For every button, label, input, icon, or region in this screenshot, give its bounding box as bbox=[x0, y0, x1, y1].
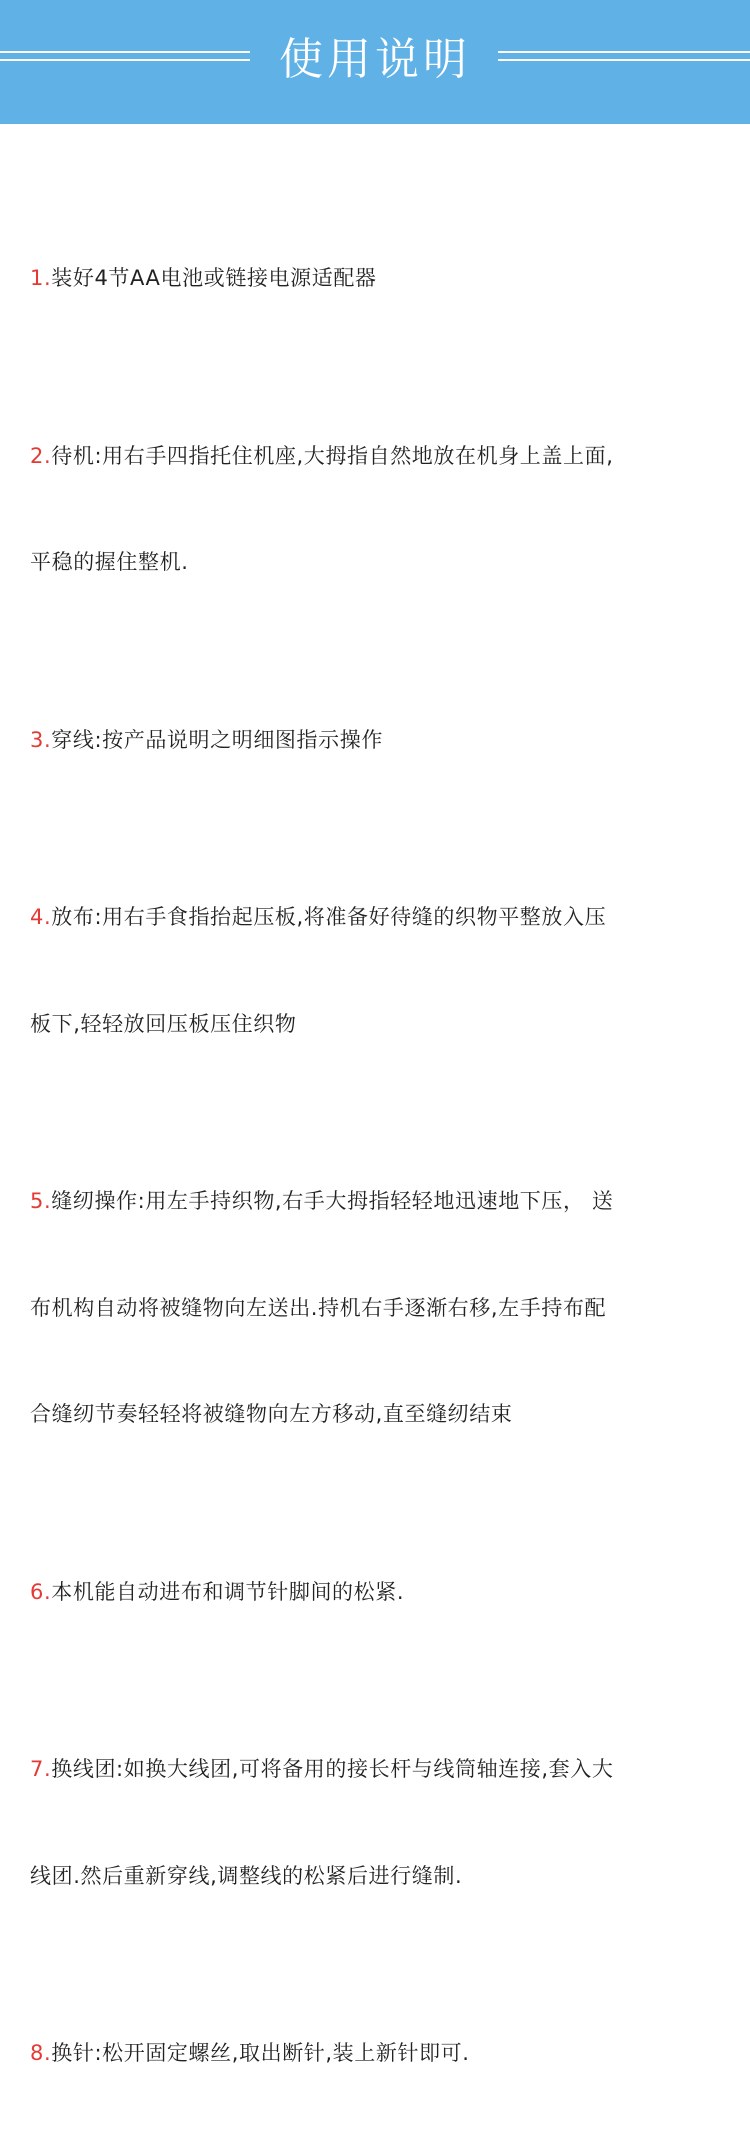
instruction-item bbox=[30, 829, 730, 1113]
header-decoration-right bbox=[498, 49, 750, 63]
item-number: 2. bbox=[30, 443, 52, 468]
item-number: 6. bbox=[30, 1579, 52, 1604]
item-number: 5. bbox=[30, 1189, 52, 1213]
instruction-item bbox=[30, 1113, 730, 1504]
instruction-item bbox=[30, 190, 730, 368]
item-text: 本机能自动进布和调节针脚间的松紧. bbox=[51, 1579, 405, 1604]
instruction-item bbox=[30, 368, 730, 652]
instruction-item bbox=[30, 1965, 730, 2143]
item-number: 7. bbox=[30, 1757, 52, 1781]
item-text-continued: 布机构自动将被缝物向左送出.持机右手逐渐右移,左手持布配 bbox=[30, 1295, 607, 1320]
item-text: 换线团:如换大线团,可将备用的接长杆与线筒轴连接,套入大 bbox=[51, 1757, 614, 1781]
item-text-continued: 合缝纫节奏轻轻将被缝物向左方移动,直至缝纫结束 bbox=[30, 1402, 513, 1426]
item-number: 8. bbox=[30, 2041, 52, 2065]
item-text-continued: 线团.然后重新穿线,调整线的松紧后进行缝制. bbox=[30, 1863, 463, 1888]
item-number: 4. bbox=[30, 905, 52, 929]
item-text: 换针:松开固定螺丝,取出断针,装上新针即可. bbox=[51, 2041, 470, 2065]
instruction-item bbox=[30, 1504, 730, 1682]
instruction-item bbox=[30, 652, 730, 830]
item-number: 3. bbox=[30, 727, 52, 752]
page-title: 使用说明 bbox=[279, 34, 471, 85]
item-text: 穿线:按产品说明之明细图指示操作 bbox=[51, 727, 383, 752]
item-text-continued: 板下,轻轻放回压板压住织物 bbox=[30, 1011, 297, 1036]
item-text: 放布:用右手食指抬起压板,将准备好待缝的织物平整放入压 bbox=[51, 905, 607, 929]
header-banner bbox=[0, 0, 750, 124]
item-number: 1. bbox=[30, 266, 52, 290]
instruction-list bbox=[30, 190, 730, 2143]
item-text-continued: 平稳的握住整机. bbox=[30, 550, 189, 574]
item-text: 缝纫操作:用左手持织物,右手大拇指轻轻地迅速地下压， 送 bbox=[51, 1189, 614, 1213]
instruction-item bbox=[30, 1681, 730, 1965]
item-text: 装好4节AA电池或链接电源适配器 bbox=[51, 266, 377, 290]
item-text: 待机:用右手四指托住机座,大拇指自然地放在机身上盖上面, bbox=[51, 443, 614, 468]
